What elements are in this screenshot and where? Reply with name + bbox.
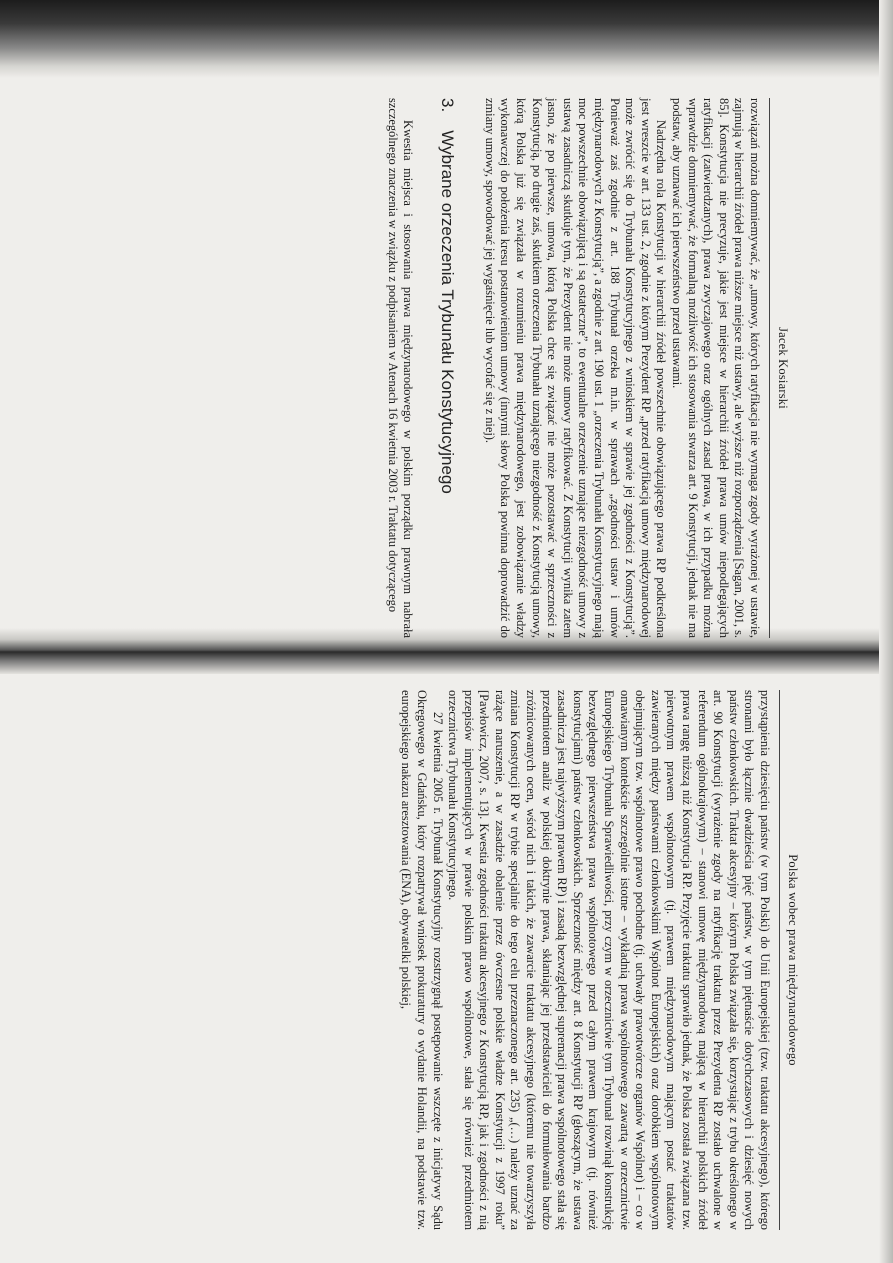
page-163-body (398, 690, 772, 1230)
paragraph: Nadrzędna rola Konstytucji w hierarchii źródeł powszechnie obowiązującego prawa RP podkreślona jest wreszcie w art. 133 ust. 2, zgodnie z którym Prezydent RP „przed ratyfikacją umowy międzynarodowej może zwrócić się do Trybunału Konstytucyjnego z wnioskiem w sprawie jej zgodności z Konstytucją”. Ponieważ zaś zgodnie z art. 188 Trybunał orzeka m.in. w sprawach „zgodności ustaw i umów międzynarodowych z Konstytucją”, a zgodnie z art. 190 ust. 1 „orzeczenia Trybunału Konstytucyjnego mają moc powszechnie obowiązującą i są ostateczne”, to ewentualne orzeczenie uznające niezgodność umowy z ustawą zasadniczą skutkuje tym, że Prezydent nie może umowy ratyfikować. Z Konstytucji wynika zatem jasno, że po pierwsze, umowa, którą Polska chce się związać nie może pozostawać w sprzeczności z Konstytucją, po drugie zaś, skutkiem orzeczenia Trybunału uznającego niezgodność z Konstytucją umowy, którą Polska już się związała w rozumieniu prawa międzynarodowego, jest zobowiązanie władzy wykonawczej do położenia kresu postanowieniom umowy (innymi słowy Polska powinna doprowadzić do zmiany umowy, spowodować jej wygaśnięcie lub wycofać się z niej). (482, 98, 669, 638)
section-number: 3. (438, 98, 458, 113)
section-heading (435, 98, 459, 638)
book-page-162 (0, 98, 790, 638)
running-head-author: Jacek Kosiarski (769, 98, 790, 638)
page-edge-shadow (879, 0, 893, 1263)
paragraph: 27 kwietnia 2005 r. Trybunał Konstytucyjny rozstrzygnął postępowanie wszczęte z inicjatywy Sądu Okręgowego w Gdańsku, który rozpatrywał wniosek prokuratury o wydanie Holandii, na podstawie tzw. europejskiego nakazu aresztowania (ENA), obywatelki polskiej, (399, 690, 445, 1230)
book-page-163 (0, 690, 800, 1230)
paragraph: przystąpienia dziesięciu państw (w tym Polski) do Unii Europejskiej (tzw. traktatu akcesyjnego), którego stronami było łącznie dwadzieścia pięć państw, w tym piętnaście dotychczasowych i dziesięć nowych państw członkowskich. Traktat akcesyjny – którym Polska związała się, korzystając z trybu określonego w art. 90 Konstytucji (wyrażenie zgody na ratyfikację traktatu przez Prezydenta RP zostało uchwalone w referendum ogólnokrajowym) – stanowi umowę międzynarodową mającą w hierarchii polskich źródeł prawa rangę niższą niż Konstytucja RP. Przyjęcie traktatu sprawiło jednak, że Polska została związana tzw. pierwotnym prawem wspólnotowym (tj. prawem międzynarodowym mającym postać traktatów zawieranych między państwami członkowskimi Wspólnot Europejskich) oraz dorobkiem wspólnotowym obejmującym tzw. wspólnotowe prawo pochodne (tj. uchwały prawotwórcze organów Wspólnot) i – co w omawianym kontekście szczególnie istotne – wykładnią prawa wspólnotowego zawartą w orzecznictwie Europejskiego Trybunału Sprawiedliwości, przy czym w orzecznictwie tym Trybunał rozwinął konstrukcję bezwzględnego pierwszeństwa prawa wspólnotowego przed całym prawem krajowym (tj. również konstytucjami) państw członkowskich. Sprzeczność między art. 8 Konstytucji RP (głoszącym, że ustawa zasadnicza jest najwyższym prawem RP) i zasadą bezwzględnej supremacji prawa wspólnotowego stała się przedmiotem analiz w polskiej doktrynie prawa, skłaniając jej przedstawicieli do formułowania bardzo zróżnicowanych ocen, wśród nich i takich, że zawarcie traktatu akcesyjnego (któremu nie towarzyszyła zmiana Konstytucji RP w trybie specjalnie do tego celu przeznaczonego art. 235) „(…) należy uznać za rażące naruszenie, a w zasadzie obalenie przez ówczesne polskie władze Konstytucji z 1997 roku” [Pawłowicz, 2007, s. 13]. Kwestia zgodności traktatu akcesyjnego z Konstytucją RP, jak i zgodności z nią przepisów implementujących w prawie polskim prawo wspólnotowe, stała się również przedmiotem orzecznictwa Trybunału Konstytucyjnego. (446, 690, 772, 1230)
paragraph: Kwestia miejsca i stosowania prawa międzynarodowego w polskim porządku prawnym nabrała szczególnego znaczenia w związku z podpisaniem w Atenach 16 kwietnia 2003 r. Traktatu dotyczącego (385, 98, 416, 638)
paragraph: rozwiązań można domniemywać, że „umowy, których ratyfikacja nie wymaga zgody wyrażonej w ustawie, zajmują w hierarchii źródeł prawa niższe miejsce niż ustawy, ale wyższe niż rozporządzenia [Sagan, 2001, s. 85]. Konstytucja nie precyzuje, jakie jest miejsce w hierarchii źródeł prawa umów niepodlegających ratyfikacji (zatwierdzanych), prawa zwyczajowego oraz ogólnych zasad prawa, w ich przypadku można wprawdzie domniemywać, że formalną możliwość ich stosowania stwarza art. 9 Konstytucji, jednak nie ma podstaw, aby uznawać ich pierwszeństwo przed ustawami. (670, 98, 762, 638)
page-162-body (384, 98, 762, 638)
running-head-title: Polska wobec prawa międzynarodowego (779, 690, 800, 1230)
section-title: Wybrane orzeczenia Trybunału Konstytucyjnego (438, 130, 458, 494)
scan-binding-shadow-top (0, 0, 893, 78)
